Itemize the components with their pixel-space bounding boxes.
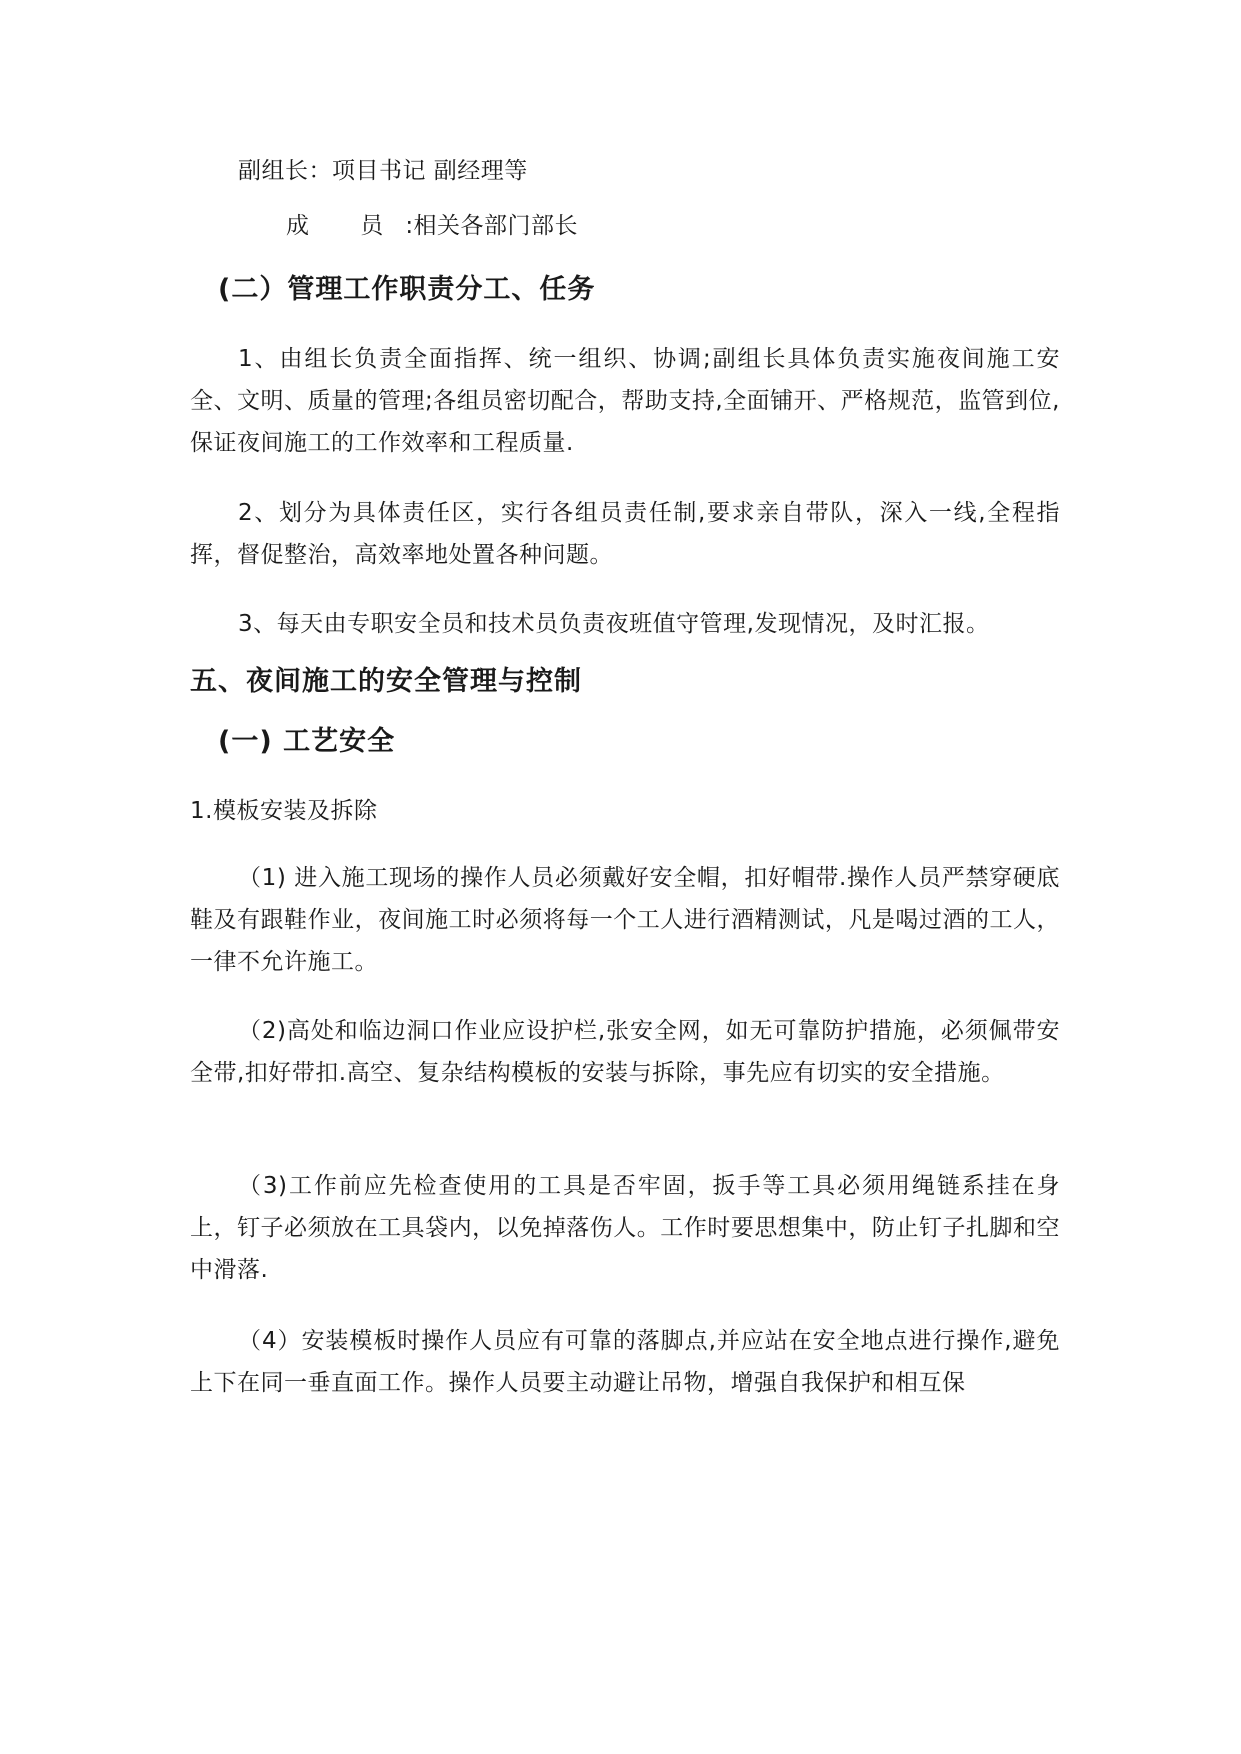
members-line: [190, 205, 1060, 247]
subsection-heading-process-safety: (一) 工艺安全: [218, 726, 396, 757]
paragraph-item-3: （3)工作前应先检查使用的工具是否牢固，扳手等工具必须用绳链系挂在身上，钉子必须放在工具袋内，以免掉落伤人。工作时要思想集中，防止钉子扎脚和空中滑落.: [190, 1173, 1060, 1283]
paragraph-3: 3、每天由专职安全员和技术员负责夜班值守管理,发现情况，及时汇报。: [238, 611, 990, 637]
section-heading-responsibilities: (二）管理工作职责分工、任务: [218, 274, 596, 305]
item-title-formwork: 1.模板安装及拆除: [190, 798, 378, 824]
members-value: :相关各部门部长: [405, 213, 579, 239]
chapter-heading-safety: 五、夜间施工的安全管理与控制: [190, 666, 582, 697]
deputy-leader-line: 副组长：项目书记 副经理等: [238, 158, 528, 184]
paragraph-item-2: （2)高处和临边洞口作业应设护栏,张安全网，如无可靠防护措施，必须佩带安全带,扣好带扣.高空、复杂结构模板的安装与拆除，事先应有切实的安全措施。: [190, 1018, 1060, 1086]
members-label: 成 员: [286, 213, 406, 239]
paragraph-item-4: （4）安装模板时操作人员应有可靠的落脚点,并应站在安全地点进行操作,避免上下在同一垂直面工作。操作人员要主动避让吊物，增强自我保护和相互保: [190, 1328, 1060, 1396]
paragraph-2: 2、划分为具体责任区，实行各组员责任制,要求亲自带队，深入一线,全程指挥，督促整治，高效率地处置各种问题。: [190, 500, 1060, 568]
paragraph-1: 1、由组长负责全面指挥、统一组织、协调;副组长具体负责实施夜间施工安全、文明、质量的管理;各组员密切配合，帮助支持,全面铺开、严格规范，监管到位,保证夜间施工的工作效率和工程质量.: [190, 346, 1060, 456]
paragraph-item-1: （1) 进入施工现场的操作人员必须戴好安全帽，扣好帽带.操作人员严禁穿硬底鞋及有跟鞋作业，夜间施工时必须将每一个工人进行酒精测试，凡是喝过酒的工人，一律不允许施工。: [190, 865, 1060, 975]
